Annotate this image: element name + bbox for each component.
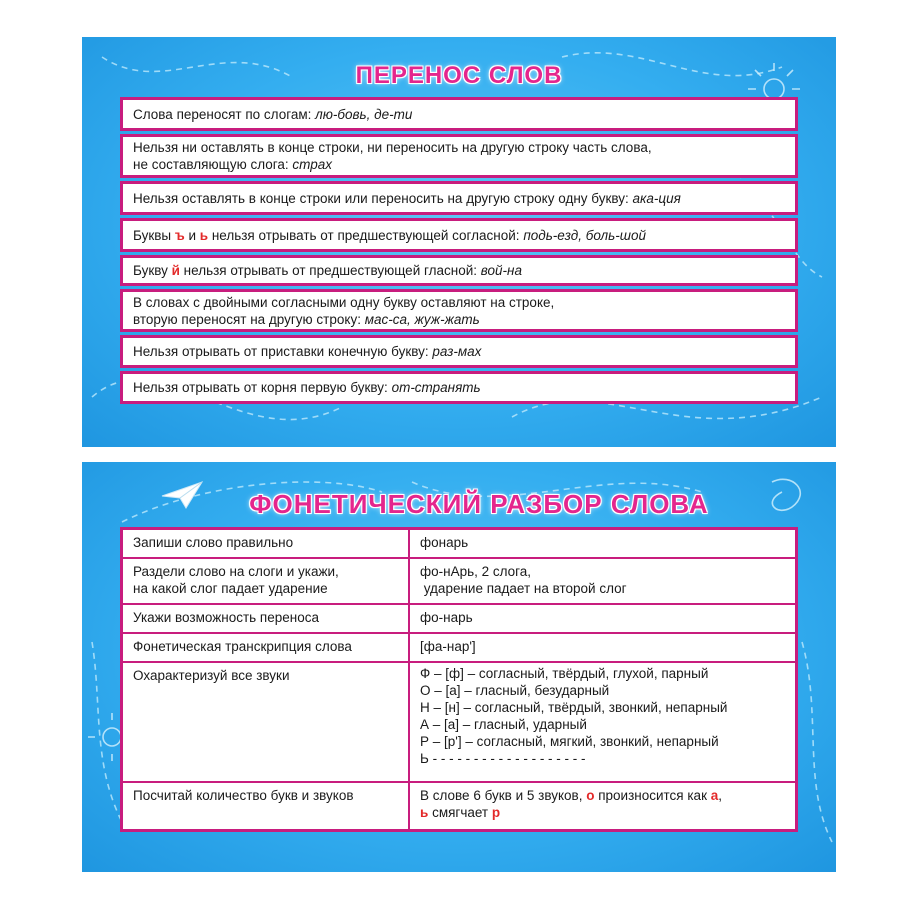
rule-text: нельзя отрывать от предшествующей гласной: xyxy=(179,263,481,278)
sound-line: Р – [р'] – согласный, мягкий, звонкий, непарный xyxy=(420,734,719,749)
answer-text: произносится как xyxy=(594,788,711,803)
task-cell: Посчитай количество букв и звуков xyxy=(123,783,410,829)
highlight-letter: о xyxy=(586,788,595,803)
card-phonetic-analysis xyxy=(82,462,836,872)
rule-item xyxy=(120,218,798,252)
rule-example: вой-на xyxy=(480,263,522,278)
task-cell: Фонетическая транскрипция слова xyxy=(123,634,410,661)
table-row xyxy=(123,559,795,605)
rule-item xyxy=(120,335,798,368)
sound-line: Н – [н] – согласный, твёрдый, звонкий, непарный xyxy=(420,700,728,715)
answer-line: фо-нарь xyxy=(420,610,473,625)
highlight-letter: ь xyxy=(420,805,429,820)
rule-text-line1: В словах с двойными согласными одну букву оставляют на строке, xyxy=(133,294,555,310)
task-cell: Укажи возможность переноса xyxy=(123,605,410,632)
rule-text: и xyxy=(184,227,200,243)
rule-example: от-странять xyxy=(391,380,481,395)
table-row xyxy=(123,605,795,634)
rule-example: лю-бовь, де-ти xyxy=(315,106,413,122)
rule-example: ака-ция xyxy=(632,190,681,206)
highlight-letter: й xyxy=(171,263,180,278)
highlight-letter: а xyxy=(710,788,719,803)
rule-item xyxy=(120,255,798,286)
rule-text: Нельзя отрывать от корня первую букву: xyxy=(133,380,392,395)
sound-line: Ф – [ф] – согласный, твёрдый, глухой, парный xyxy=(420,666,709,681)
answer-text: В слове 6 букв и 5 звуков, xyxy=(420,788,587,803)
answer-text: , xyxy=(718,788,723,803)
answer-cell xyxy=(410,634,795,661)
answer-cell xyxy=(410,559,795,603)
rule-example: подь-езд, боль-шой xyxy=(523,227,646,243)
rules-list xyxy=(120,97,798,407)
rule-example: мас-са, жуж-жать xyxy=(364,311,480,327)
answer-line: [фа-нар'] xyxy=(420,639,476,654)
highlight-letter: ъ xyxy=(174,227,185,243)
rule-text: Нельзя оставлять в конце строки или переносить на другую строку одну букву: xyxy=(133,190,633,206)
sound-line: А – [а] – гласный, ударный xyxy=(420,717,587,732)
answer-cell xyxy=(410,663,795,781)
rule-text: Буквы xyxy=(133,227,175,243)
answer-cell xyxy=(410,783,795,829)
highlight-letter: р xyxy=(491,805,501,820)
table-row xyxy=(123,783,795,829)
answer-text: смягчает xyxy=(428,805,492,820)
rule-text: Слова переносят по слогам: xyxy=(133,106,316,122)
rule-text-line1: Нельзя ни оставлять в конце строки, ни переносить на другую строку часть слова, xyxy=(133,140,652,155)
task-cell: Раздели слово на слоги и укажи, на какой слог падает ударение xyxy=(123,559,410,603)
rule-text: Нельзя отрывать от приставки конечную букву: xyxy=(133,344,433,359)
answer-line: ударение падает на второй слог xyxy=(420,581,627,596)
card-word-hyphenation xyxy=(82,37,836,447)
answer-line: фонарь xyxy=(420,535,469,550)
table-row xyxy=(123,530,795,559)
sound-line: Ь - - - - - - - - - - - - - - - - - - - xyxy=(420,751,586,766)
rule-example: раз-мах xyxy=(432,344,482,359)
table-row xyxy=(123,634,795,663)
answer-line: фо-нАрь, 2 слога, xyxy=(420,564,532,579)
rule-text: нельзя отрывать от предшествующей согласной: xyxy=(208,227,524,243)
rule-item xyxy=(120,134,798,178)
rule-item xyxy=(120,371,798,404)
phonetic-table xyxy=(120,527,798,832)
card-title: ПЕРЕНОС СЛОВ xyxy=(355,62,563,89)
table-row xyxy=(123,663,795,783)
rule-item xyxy=(120,97,798,131)
rule-item xyxy=(120,181,798,215)
card-title: ФОНЕТИЧЕСКИЙ РАЗБОР СЛОВА xyxy=(249,489,709,519)
rule-item xyxy=(120,289,798,332)
task-cell: Запиши слово правильно xyxy=(123,530,410,557)
highlight-letter: ь xyxy=(199,227,209,243)
rule-text: Букву xyxy=(133,263,172,278)
rule-example: страх xyxy=(292,157,333,172)
answer-cell xyxy=(410,605,795,632)
rule-text-line2: вторую переносят на другую строку: xyxy=(133,311,365,327)
rule-text-line2: не составляющую слога: xyxy=(133,157,293,172)
task-cell: Охарактеризуй все звуки xyxy=(123,663,410,781)
sound-line: О – [а] – гласный, безударный xyxy=(420,683,610,698)
answer-cell xyxy=(410,530,795,557)
